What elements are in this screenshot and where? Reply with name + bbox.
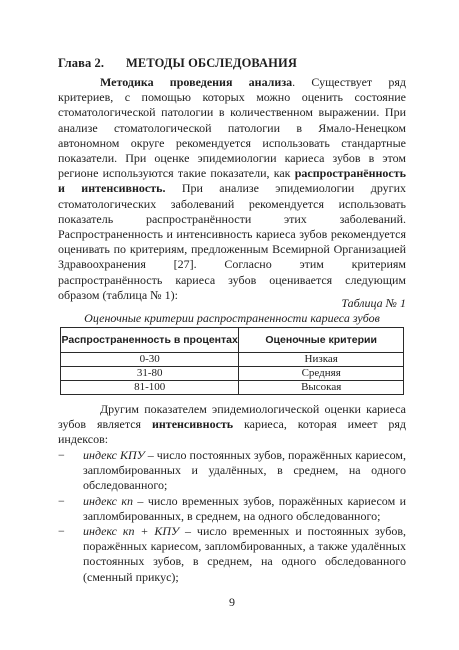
index-description: – число временных зубов, поражённых кариесом и запломбированных, в среднем, на одного обследованного; [83, 493, 406, 523]
table-header-criteria: Оценочные критерии [239, 328, 404, 353]
intro-lead: Методика проведения анализа [100, 75, 293, 89]
table-number: Таблица № 1 [341, 296, 406, 310]
list-item [58, 494, 406, 524]
index-term: индекс кп [83, 493, 134, 508]
intensity-text-1: Другим показателем эпидемиологической оценки кариеса зубов является [58, 402, 406, 432]
chapter-heading [58, 56, 297, 71]
intensity-paragraph [58, 402, 406, 448]
index-term: индекс КПУ [83, 448, 145, 462]
intensity-text-2: кариеса, которая имеет ряд индексов: [58, 417, 407, 447]
index-list [58, 448, 406, 585]
intensity-bold: интенсивность [151, 417, 234, 432]
table-cell-range: 81-100 [61, 381, 239, 395]
bullet-dash: − [58, 493, 65, 508]
table-row [61, 353, 404, 367]
table-cell-range: 0-30 [61, 353, 239, 367]
table-row [61, 367, 404, 381]
list-item [58, 524, 406, 585]
criteria-table [60, 327, 404, 395]
chapter-number: Глава 2. [58, 56, 105, 70]
index-description: – число постоянных зубов, поражённых кариесом, запломбированных и удалённых, в среднем, на одного обследованного; [83, 448, 407, 493]
intro-paragraph [58, 75, 406, 303]
bullet-dash: − [58, 448, 65, 462]
table-cell-level: Низкая [239, 353, 404, 367]
index-description: – число временных и постоянных зубов, поражённых кариесом, запломбированных, а также удалённых постоянных зубов, в среднем, на одного обследованного (сменный прикус); [83, 524, 406, 584]
chapter-title: МЕТОДЫ ОБСЛЕДОВАНИЯ [126, 56, 297, 70]
table-cell-level: Высокая [239, 381, 404, 395]
table-row [61, 381, 404, 395]
index-term: индекс кп + КПУ [83, 524, 180, 539]
table-header-prevalence: Распространенность в процентах [61, 328, 239, 353]
table-header-row [61, 328, 404, 353]
document-page [58, 0, 406, 650]
intro-text-1: . Существует ряд критериев, с помощью которых можно оценить состояние стоматологической патологии в количественном выражении. При анализе стоматологической патологии в Ямало-Ненецком автономном округе рекомендуется использовать стандартные показатели. При оценке эпидемиологии кариеса зубов в этом регионе используются такие показатели, как [58, 75, 406, 181]
intro-text-2: При анализе эпидемиологии других стоматологических заболеваний рекомендуется использовать показатель распространённости этих заболеваний. Распространенность и интенсивность кариеса зубов рекомендуется оценивать по критериям, предложенным Всемирной Организацией Здравоохранения [27]. Согласно этим критериям распространённость кариеса зубов оценивается следующим образом (таблица № 1): [58, 181, 407, 302]
table-cell-range: 31-80 [61, 367, 239, 381]
page-number: 9 [229, 595, 235, 609]
list-item [58, 448, 406, 494]
bullet-dash: − [58, 524, 65, 539]
intro-bold-terms: распространённость и интенсивность. [58, 166, 406, 196]
table-title: Оценочные критерии распространенности кариеса зубов [84, 311, 380, 325]
table-cell-level: Средняя [239, 367, 404, 381]
